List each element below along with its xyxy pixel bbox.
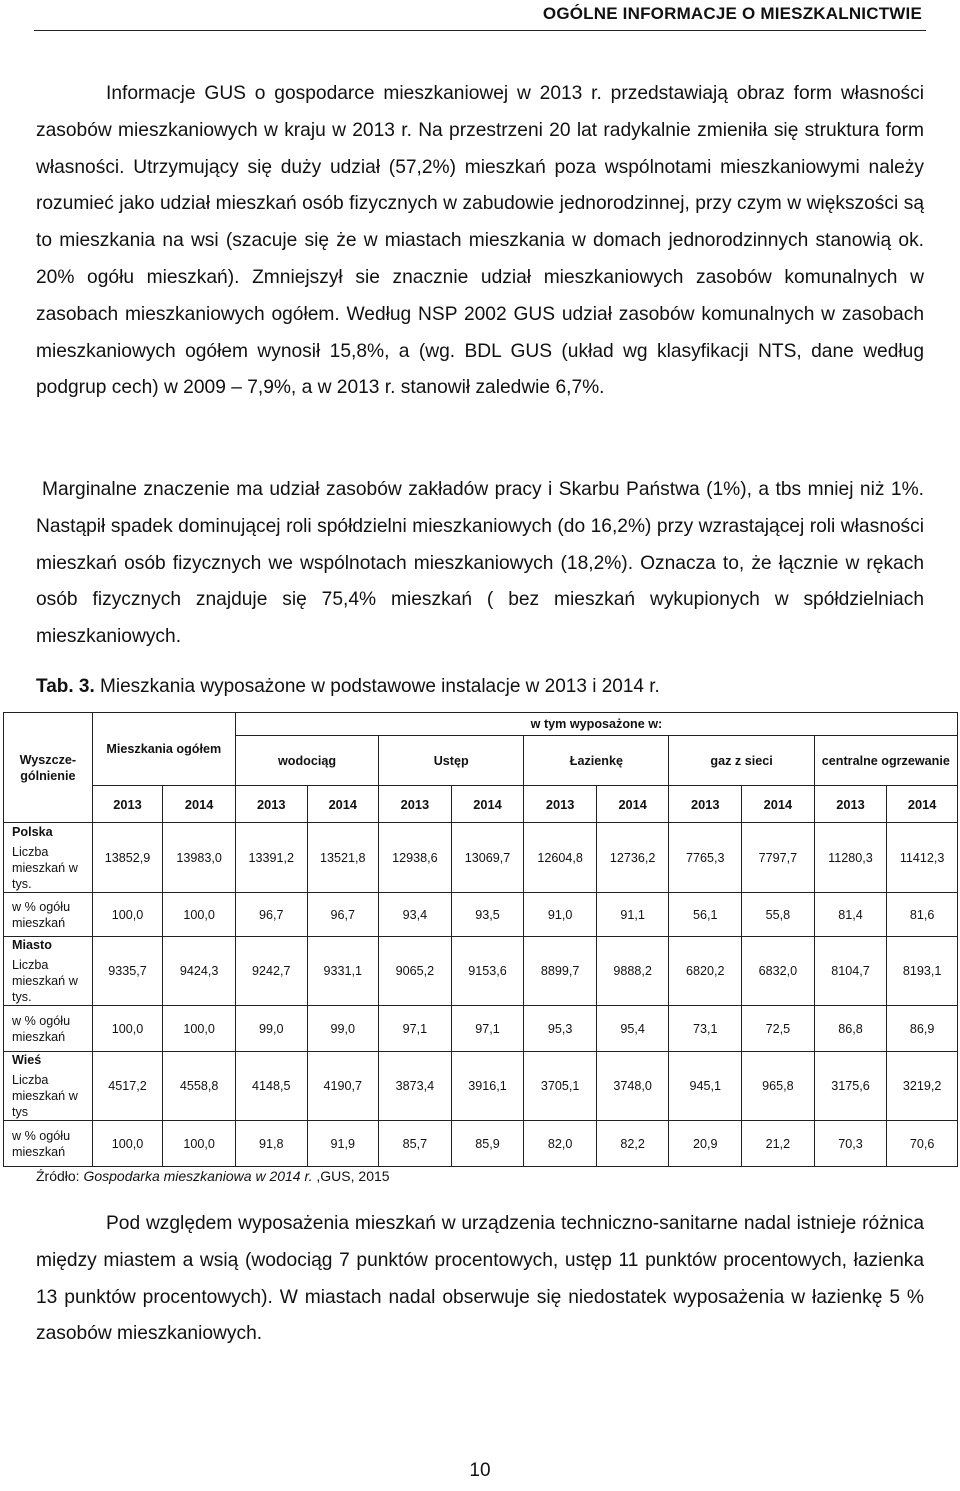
table-cell: 56,1 — [669, 893, 742, 937]
table-cell: 85,7 — [379, 1121, 452, 1167]
table-cell: 4190,7 — [307, 1052, 379, 1121]
table-cell: 82,0 — [524, 1121, 597, 1167]
table-cell: 3705,1 — [524, 1052, 597, 1121]
table-cell: 100,0 — [163, 1121, 236, 1167]
table-cell: 100,0 — [163, 893, 236, 937]
table-cell: 91,1 — [596, 893, 669, 937]
table-cell: 21,2 — [742, 1121, 815, 1167]
year-header: 2013 — [235, 786, 307, 823]
table-cell: 3916,1 — [451, 1052, 524, 1121]
table-cell: 13521,8 — [307, 823, 379, 893]
year-header: 2014 — [742, 786, 815, 823]
table-cell: 7797,7 — [742, 823, 815, 893]
column-header-toilet: Ustęp — [379, 736, 524, 786]
table-cell: 93,5 — [451, 893, 524, 937]
table-cell: 96,7 — [307, 893, 379, 937]
table-cell: 9424,3 — [163, 937, 236, 1006]
table-cell: 95,4 — [596, 1006, 669, 1052]
year-header: 2013 — [814, 786, 887, 823]
table-cell: 85,9 — [451, 1121, 524, 1167]
table-cell: 13069,7 — [451, 823, 524, 893]
table-cell: 12736,2 — [596, 823, 669, 893]
row-label-cell — [4, 893, 93, 937]
table-cell: 91,0 — [524, 893, 597, 937]
paragraph-ownership-structure: Informacje GUS o gospodarce mieszkaniowej w 2013 r. przedstawiają obraz form własności zasobów mieszkaniowych w kraju w 2013 r. Na przestrzeni 20 lat radykalnie zmieniła się struktura form własności. Utrzymujący się duży udział (57,2%) mieszkań poza wspólnotami mieszkaniowymi należy rozumieć jako udział mieszkań osób fizycznych w zabudowie jednorodzinnej, przy czym w większości są to mieszkania na wsi (szacuje się że w miastach mieszkania w domach jednorodzinnych stanowią ok. 20% ogółu mieszkań). Zmniejszył sie znacznie udział mieszkaniowych zasobów komunalnych w zasobach mieszkaniowych ogółem. Według NSP 2002 GUS udział zasobów komunalnych w zasobach mieszkaniowych ogółem wynosił 15,8%, a (wg. BDL GUS (układ wg klasyfikacji NTS, dane według podgrup cech) w 2009 – 7,9%, a w 2013 r. stanowił zaledwie 6,7%. — [36, 83, 924, 399]
table-cell: 9242,7 — [235, 937, 307, 1006]
column-header-equipped: w tym wyposażone w: — [235, 713, 957, 736]
group-name: Wieś — [12, 1053, 42, 1067]
table-source — [36, 1168, 390, 1184]
column-header-heating: centralne ogrzewanie — [814, 736, 957, 786]
table-cell: 97,1 — [451, 1006, 524, 1052]
row-label: Liczba mieszkań w tys. — [12, 844, 78, 891]
year-header: 2014 — [887, 786, 958, 823]
table-cell: 100,0 — [92, 1121, 163, 1167]
table-cell: 4517,2 — [92, 1052, 163, 1121]
table-cell: 99,0 — [307, 1006, 379, 1052]
group-name: Polska — [12, 824, 53, 839]
table-cell: 86,9 — [887, 1006, 958, 1052]
table-cell: 55,8 — [742, 893, 815, 937]
table-cell: 100,0 — [92, 893, 163, 937]
table-cell: 8104,7 — [814, 937, 887, 1006]
table-cell: 13983,0 — [163, 823, 236, 893]
table-row — [4, 893, 958, 937]
year-header: 2013 — [92, 786, 163, 823]
table-row — [4, 1121, 958, 1167]
table-cell: 70,3 — [814, 1121, 887, 1167]
table-row — [4, 1052, 958, 1121]
year-header: 2013 — [669, 786, 742, 823]
table-cell: 86,8 — [814, 1006, 887, 1052]
table-caption — [36, 676, 660, 698]
table-cell: 81,4 — [814, 893, 887, 937]
row-label: Liczba mieszkań w tys. — [12, 958, 78, 1004]
row-label-cell — [4, 1052, 93, 1121]
row-label: w % ogółu mieszkań — [12, 899, 71, 930]
table-cell: 91,9 — [307, 1121, 379, 1167]
running-header: OGÓLNE INFORMACJE O MIESZKALNICTWIE — [542, 4, 922, 23]
table-cell: 9065,2 — [379, 937, 452, 1006]
table-cell: 100,0 — [163, 1006, 236, 1052]
table-cell: 8193,1 — [887, 937, 958, 1006]
table-cell: 93,4 — [379, 893, 452, 937]
table-cell: 95,3 — [524, 1006, 597, 1052]
table-cell: 11412,3 — [887, 823, 958, 893]
year-header: 2014 — [163, 786, 236, 823]
table-cell: 73,1 — [669, 1006, 742, 1052]
row-label-cell — [4, 1121, 93, 1167]
table-cell: 13391,2 — [235, 823, 307, 893]
table-cell: 9888,2 — [596, 937, 669, 1006]
source-prefix: Źródło: — [36, 1168, 84, 1184]
table-cell: 9153,6 — [451, 937, 524, 1006]
table-cell: 3175,6 — [814, 1052, 887, 1121]
year-header: 2014 — [451, 786, 524, 823]
table-cell: 4148,5 — [235, 1052, 307, 1121]
table-cell: 9331,1 — [307, 937, 379, 1006]
table-caption-label: Tab. 3. — [36, 676, 95, 697]
column-header-total: Mieszkania ogółem — [92, 713, 235, 786]
row-label: w % ogółu mieszkań — [12, 1128, 71, 1159]
header-rule — [34, 30, 926, 31]
year-header: 2013 — [524, 786, 597, 823]
table-cell: 9335,7 — [92, 937, 163, 1006]
table-cell: 4558,8 — [163, 1052, 236, 1121]
table-row — [4, 937, 958, 1006]
table-cell: 81,6 — [887, 893, 958, 937]
table-cell: 3873,4 — [379, 1052, 452, 1121]
table-cell: 6832,0 — [742, 937, 815, 1006]
table-cell: 91,8 — [235, 1121, 307, 1167]
table-cell: 96,7 — [235, 893, 307, 937]
paragraph-urban-rural-gap: Pod względem wyposażenia mieszkań w urządzenia techniczno-sanitarne nadal istnieje różnica między miastem a wsią (wodociąg 7 punktów procentowych, ustęp 11 punktów procentowych, łazienka 13 punktów procentowych). W miastach nadal obserwuje się niedostatek wyposażenia w łazienkę 5 % zasobów mieszkaniowych. — [36, 1213, 924, 1345]
column-header-bathroom: Łazienkę — [524, 736, 669, 786]
table-cell: 100,0 — [92, 1006, 163, 1052]
table-cell: 11280,3 — [814, 823, 887, 893]
equipment-table — [3, 712, 958, 1167]
source-title: Gospodarka mieszkaniowa w 2014 r. — [83, 1168, 313, 1184]
table-cell: 3219,2 — [887, 1052, 958, 1121]
column-header-water: wodociąg — [235, 736, 378, 786]
table-cell: 13852,9 — [92, 823, 163, 893]
paragraph-marginal-share: Marginalne znaczenie ma udział zasobów zakładów pracy i Skarbu Państwa (1%), a tbs mniej niż 1%. Nastąpił spadek dominującej roli spółdzielni mieszkaniowych (do 16,2%) przy wzrastającej roli własności mieszkań osób fizycznych we wspólnotach mieszkaniowych (18,2%). Oznacza to, że łącznie w rękach osób fizycznych znajduje się 75,4% mieszkań ( bez mieszkań wykupionych w spółdzielniach mieszkaniowych. — [36, 479, 924, 648]
table-cell: 12604,8 — [524, 823, 597, 893]
table-cell: 965,8 — [742, 1052, 815, 1121]
table-corner-header: Wyszcze-gólnienie — [4, 713, 93, 823]
page-number: 10 — [469, 1460, 491, 1481]
table-cell: 12938,6 — [379, 823, 452, 893]
row-label-cell — [4, 823, 93, 893]
table-cell: 97,1 — [379, 1006, 452, 1052]
table-cell: 70,6 — [887, 1121, 958, 1167]
table-row — [4, 1006, 958, 1052]
group-name: Miasto — [12, 938, 52, 952]
table-cell: 7765,3 — [669, 823, 742, 893]
table-cell: 20,9 — [669, 1121, 742, 1167]
column-header-gas: gaz z sieci — [669, 736, 814, 786]
table-cell: 82,2 — [596, 1121, 669, 1167]
source-suffix: ,GUS, 2015 — [312, 1168, 390, 1184]
year-header: 2014 — [596, 786, 669, 823]
row-label: Liczba mieszkań w tys — [12, 1073, 78, 1119]
table-caption-text: Mieszkania wyposażone w podstawowe instalacje w 2013 i 2014 r. — [94, 676, 660, 697]
year-header: 2013 — [379, 786, 452, 823]
table-row — [4, 823, 958, 893]
row-label: w % ogółu mieszkań — [12, 1013, 71, 1044]
year-header: 2014 — [307, 786, 379, 823]
table-cell: 6820,2 — [669, 937, 742, 1006]
table-cell: 8899,7 — [524, 937, 597, 1006]
row-label-cell — [4, 937, 93, 1006]
table-cell: 72,5 — [742, 1006, 815, 1052]
table-cell: 3748,0 — [596, 1052, 669, 1121]
table-cell: 99,0 — [235, 1006, 307, 1052]
row-label-cell — [4, 1006, 93, 1052]
table-cell: 945,1 — [669, 1052, 742, 1121]
